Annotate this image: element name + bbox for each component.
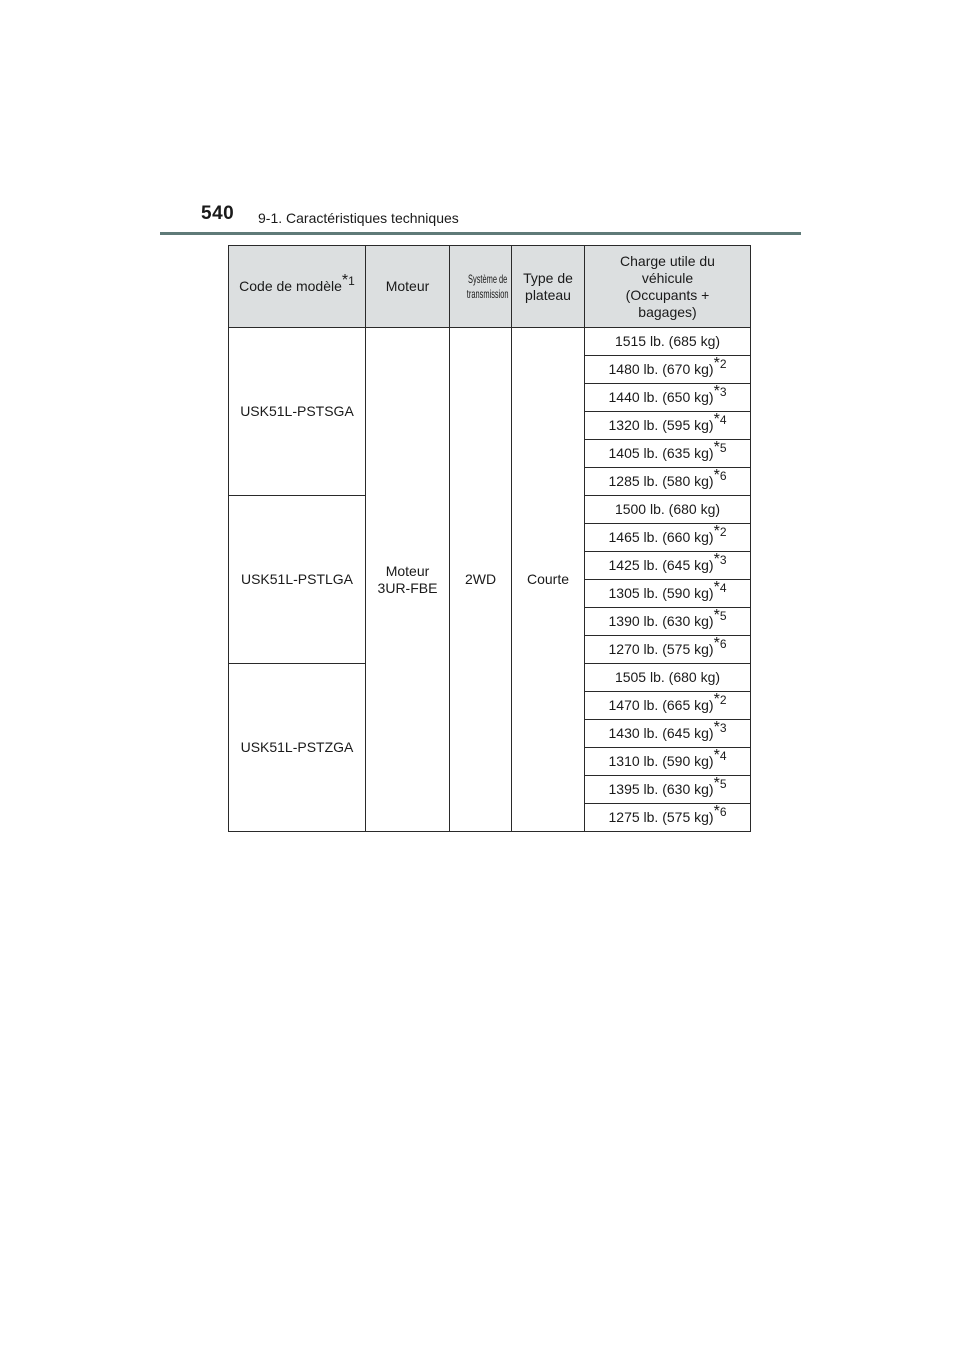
page-number: 540 (201, 203, 235, 224)
payload-cell: 1425 lb. (645 kg)$^{*3}$ (585, 552, 751, 580)
payload-cell: 1430 lb. (645 kg)$^{*3}$ (585, 720, 751, 748)
payload-cell: 1395 lb. (630 kg)$^{*5}$ (585, 776, 751, 804)
bed-type-cell: Courte (512, 328, 585, 832)
engine-cell: Moteur 3UR-FBE (366, 328, 450, 832)
header-payload: Charge utile du véhicule (Occupants + bagages) (585, 246, 751, 328)
payload-cell: 1480 lb. (670 kg)$^{*2}$ (585, 356, 751, 384)
model-code-cell: USK51L-PSTZGA (229, 664, 366, 832)
payload-cell: 1270 lb. (575 kg)$^{*6}$ (585, 636, 751, 664)
payload-cell: 1320 lb. (595 kg)$^{*4}$ (585, 412, 751, 440)
footnote-marker: *1 (341, 272, 355, 289)
model-code-cell: USK51L-PSTLGA (229, 496, 366, 664)
payload-cell: 1505 lb. (680 kg) (585, 664, 751, 692)
table-row (229, 328, 751, 356)
transmission-cell: 2WD (450, 328, 512, 832)
payload-cell: 1440 lb. (650 kg)$^{*3}$ (585, 384, 751, 412)
header-transmission: Système de transmission (450, 246, 512, 328)
payload-spec-table (228, 245, 751, 832)
payload-cell: 1470 lb. (665 kg)$^{*2}$ (585, 692, 751, 720)
payload-cell: 1465 lb. (660 kg)$^{*2}$ (585, 524, 751, 552)
header-divider (160, 232, 801, 235)
header-bed-type: Type de plateau (512, 246, 585, 328)
payload-cell: 1500 lb. (680 kg) (585, 496, 751, 524)
payload-cell: 1390 lb. (630 kg)$^{*5}$ (585, 608, 751, 636)
payload-cell: 1285 lb. (580 kg)$^{*6}$ (585, 468, 751, 496)
section-title: 9-1. Caractéristiques techniques (258, 210, 459, 226)
header-model-code: Code de modèle$^{*1}$ (229, 246, 366, 328)
payload-cell: 1275 lb. (575 kg)$^{*6}$ (585, 804, 751, 832)
payload-cell: 1515 lb. (685 kg) (585, 328, 751, 356)
table-body (229, 328, 751, 832)
payload-cell: 1310 lb. (590 kg)$^{*4}$ (585, 748, 751, 776)
table-header-row (229, 246, 751, 328)
payload-cell: 1305 lb. (590 kg)$^{*4}$ (585, 580, 751, 608)
payload-cell: 1405 lb. (635 kg)$^{*5}$ (585, 440, 751, 468)
header-engine: Moteur (366, 246, 450, 328)
model-code-cell: USK51L-PSTSGA (229, 328, 366, 496)
